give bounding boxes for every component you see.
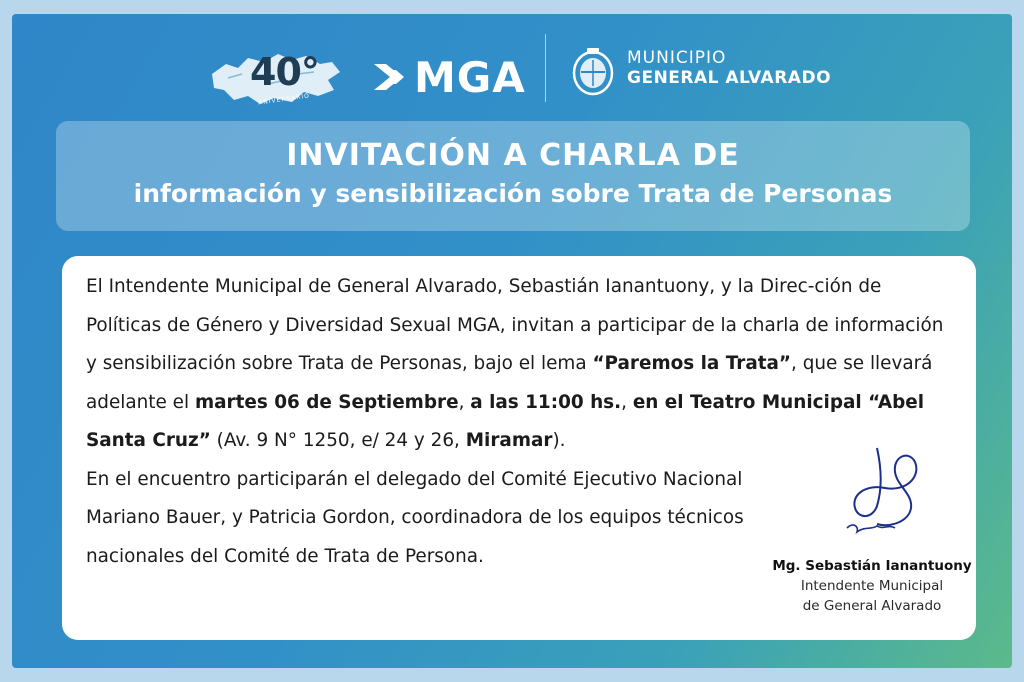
event-time: a las 11:00 hs. xyxy=(470,391,622,413)
municipal-crest-icon xyxy=(569,46,617,96)
event-date: martes 06 de Septiembre xyxy=(194,391,459,413)
text-segment: , xyxy=(621,391,633,413)
header-divider xyxy=(545,34,546,102)
paragraph-1 xyxy=(86,268,956,461)
title-line1: INVITACIÓN A CHARLA DE xyxy=(286,138,740,173)
handwritten-signature xyxy=(837,446,947,546)
text-segment: , que se llevará adelante el xyxy=(86,353,933,413)
signer-role-line2: de General Alvarado xyxy=(802,598,942,614)
title-line2: información y sensibilización sobre Trata de Personas xyxy=(133,179,893,208)
event-place: en el Teatro Municipal “Abel Santa Cruz” xyxy=(86,391,925,451)
mga-brand-text: MGA xyxy=(414,52,526,102)
invitation-body xyxy=(86,268,956,576)
anniversary-label: ANIVERSARIO xyxy=(257,92,311,107)
signer-name: Mg. Sebastián Ianantuony xyxy=(772,558,972,574)
mga-chevron-icon xyxy=(372,60,412,94)
text-segment: El Intendente Municipal de General Alvarado, Sebastián Ianantuony, y la Direc-ción de Políticas de Género y Diversidad Sexual MGA, invitan a participar de la charla de información y sensibilización sobre Trata de Personas, bajo el lema xyxy=(86,276,944,374)
municipality-line2: GENERAL ALVARADO xyxy=(627,68,832,88)
anniversary-number: 40° xyxy=(250,50,319,94)
text-segment: , xyxy=(458,391,471,413)
municipality-line1: MUNICIPIO xyxy=(627,48,727,68)
title-banner xyxy=(56,121,970,231)
poster-background xyxy=(12,14,1012,668)
event-city: Miramar xyxy=(465,430,553,451)
motto: “Paremos la Trata” xyxy=(592,353,792,374)
paragraph-2: En el encuentro participarán el delegado del Comité Ejecutivo Nacional Mariano Bauer, y Patricia Gordon, coordinadora de los equipos técnicos nacionales del Comité de Trata de Persona. xyxy=(86,468,744,567)
anniversary-logo xyxy=(208,44,344,112)
text-segment: (Av. 9 N° 1250, e/ 24 y 26, xyxy=(210,430,466,451)
text-segment: ). xyxy=(552,430,566,451)
header xyxy=(12,14,1012,119)
municipality-name xyxy=(627,48,831,88)
invitation-card xyxy=(62,256,976,640)
mga-logo xyxy=(372,52,526,102)
signer-block xyxy=(762,556,982,616)
signer-role-line1: Intendente Municipal xyxy=(800,578,944,594)
